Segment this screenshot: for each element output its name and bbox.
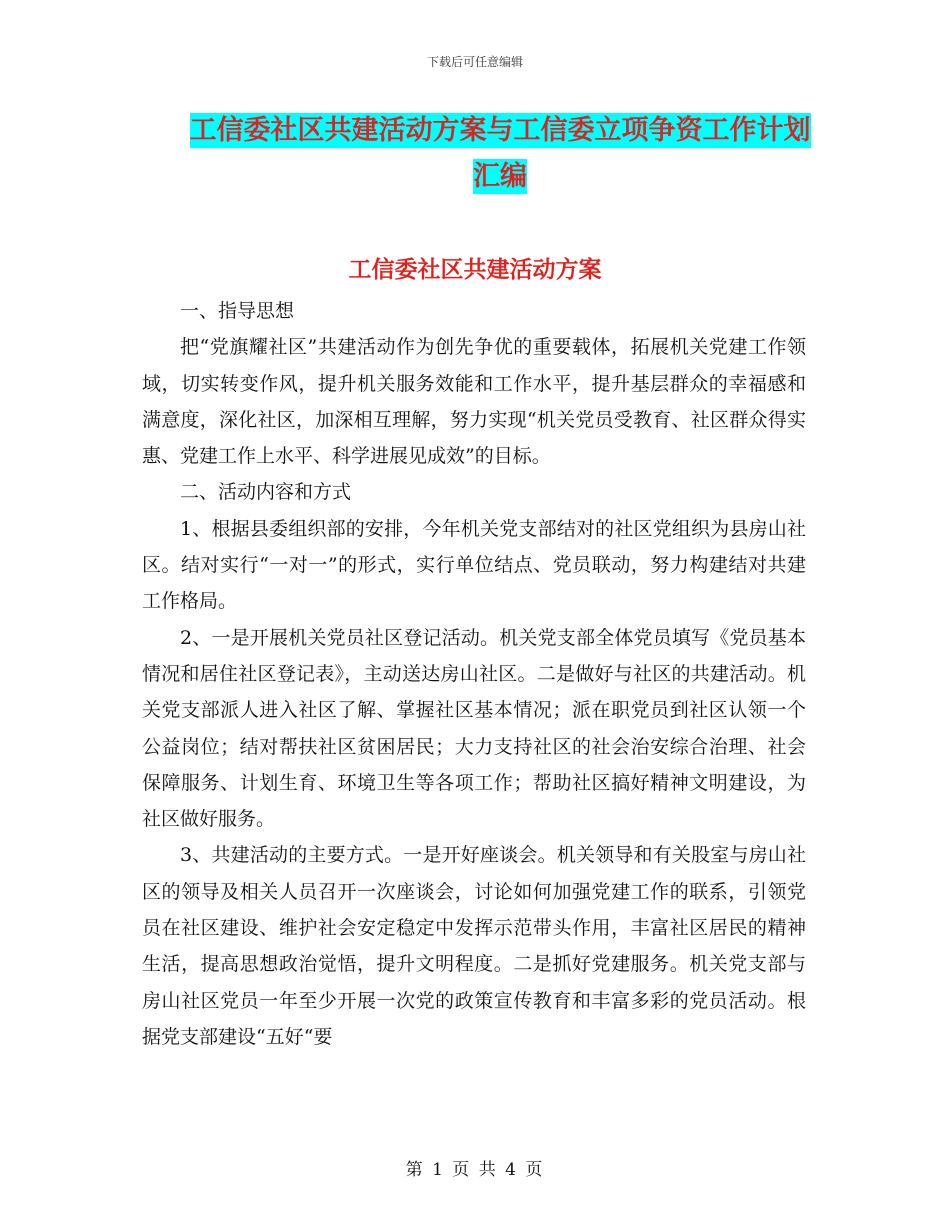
paragraph-heading-2: 二、活动内容和方式: [180, 481, 352, 504]
paragraph: 2、一是开展机关党员社区登记活动。机关党支部全体党员填写《党员基本情况和居住社区登记表》，主动送达房山社区。二是做好与社区的共建活动。机关党支部派人进入社区了解、掌握社区基本情况；派在职党员到社区认领一个公益岗位；结对帮扶社区贫困居民；大力支持社区的社会治安综合治理、社会保障服务、计划生育、环境卫生等各项工作；帮助社区搞好精神文明建设，为社区做好服务。: [142, 626, 806, 831]
header-note: 下载后可任意编辑: [426, 55, 523, 69]
document-title: [140, 108, 860, 200]
document-title-line1: 工信委社区共建活动方案与工信委立项争资工作计划: [189, 115, 811, 146]
paragraph: 3、共建活动的主要方式。一是开好座谈会。机关领导和有关股室与房山社区的领导及相关人员召开一次座谈会，讨论如何加强党建工作的联系，引领党员在社区建设、维护社会安定稳定中发挥示范带头作用，丰富社区居民的精神生活，提高思想政治觉悟，提升文明程度。二是抓好党建服务。机关党支部与房山社区党员一年至少开展一次党的政策宣传教育和丰富多彩的党员活动。根据党支部建设“五好“要: [142, 844, 806, 1048]
paragraph-heading-1: 一、指导思想: [180, 300, 295, 322]
section-title: 工信委社区共建活动方案: [348, 257, 602, 283]
page-footer: 第 1 页 共 4 页: [405, 1160, 545, 1180]
document-title-line2: 汇编: [473, 161, 527, 192]
paragraph: 把“党旗耀社区”共建活动作为创先争优的重要载体，拓展机关党建工作领域，切实转变作风，提升机关服务效能和工作水平，提升基层群众的幸福感和满意度，深化社区，加深相互理解，努力实现“机关党员受教育、社区群众得实惠、党建工作上水平、科学进展见成效”的目标。: [142, 336, 806, 468]
paragraph: 1、根据县委组织部的安排，今年机关党支部结对的社区党组织为县房山社区。结对实行“一对一”的形式，实行单位结点、党员联动，努力构建结对共建工作格局。: [142, 517, 806, 613]
body-text: [142, 293, 806, 1055]
